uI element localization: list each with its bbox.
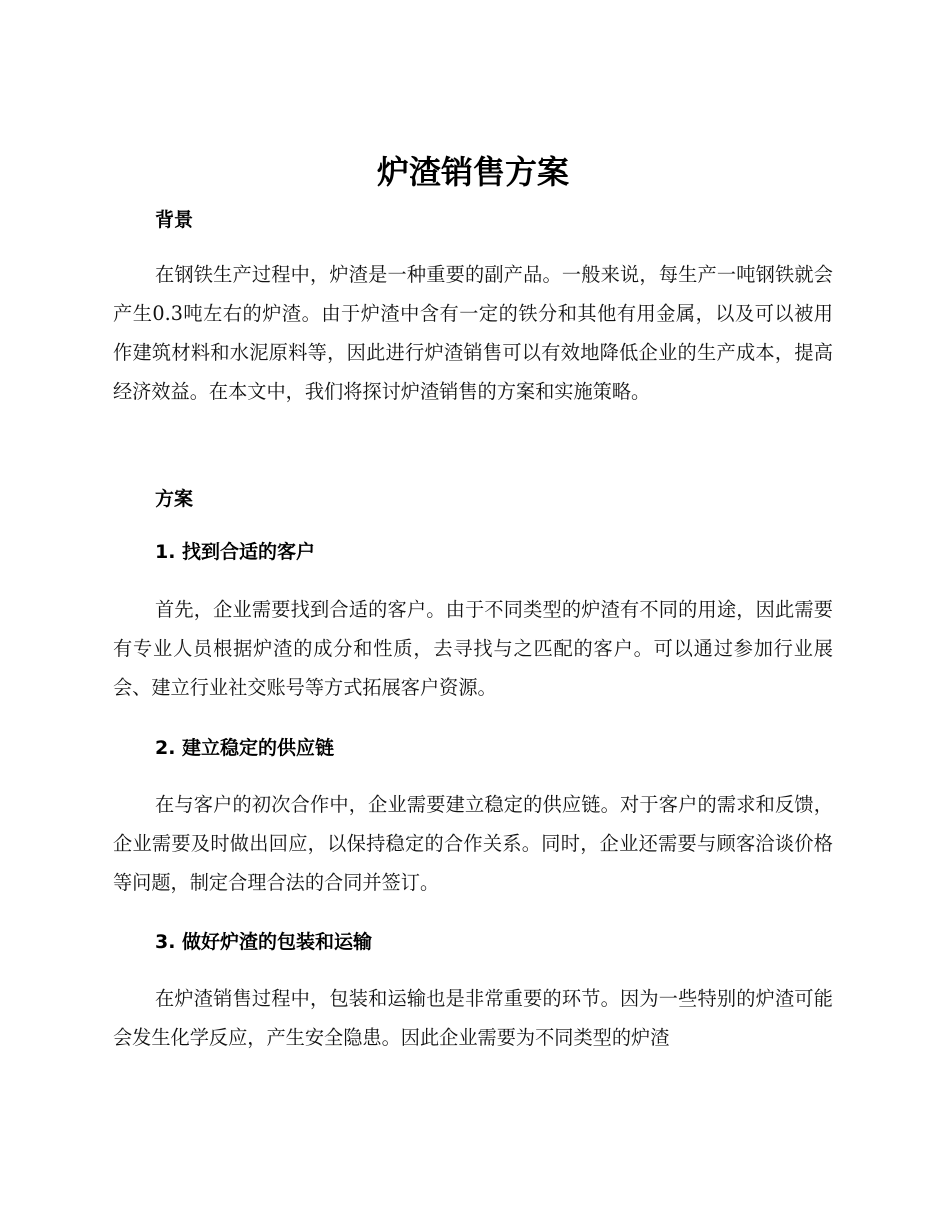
section-heading-plan: 方案: [155, 488, 194, 510]
paragraph-supply-chain: 在与客户的初次合作中，企业需要建立稳定的供应链。对于客户的需求和反馈，企业需要及时做出回应，以保持稳定的合作关系。同时，企业还需要与顾客洽谈价格等问题，制定合理合法的合同并签订。: [113, 793, 833, 894]
section-heading-supply-chain: 2. 建立稳定的供应链: [155, 737, 335, 759]
section-heading-packaging-transport: 3. 做好炉渣的包装和运输: [155, 931, 373, 953]
document-title: 炉渣销售方案: [376, 153, 569, 191]
paragraph-packaging-transport: 在炉渣销售过程中，包装和运输也是非常重要的环节。因为一些特别的炉渣可能会发生化学反应，产生安全隐患。因此企业需要为不同类型的炉渣: [113, 987, 833, 1049]
section-heading-find-customers: 1. 找到合适的客户: [155, 541, 316, 563]
paragraph-find-customers: 首先，企业需要找到合适的客户。由于不同类型的炉渣有不同的用途，因此需要有专业人员根据炉渣的成分和性质，去寻找与之匹配的客户。可以通过参加行业展会、建立行业社交账号等方式拓展客户资源。: [113, 598, 833, 699]
paragraph-background: 在钢铁生产过程中，炉渣是一种重要的副产品。一般来说，每生产一吨钢铁就会产生0.3吨左右的炉渣。由于炉渣中含有一定的铁分和其他有用金属，以及可以被用作建筑材料和水泥原料等，因此进行炉渣销售可以有效地降低企业的生产成本，提高经济效益。在本文中，我们将探讨炉渣销售的方案和实施策略。: [113, 263, 833, 403]
section-heading-background: 背景: [155, 209, 194, 231]
